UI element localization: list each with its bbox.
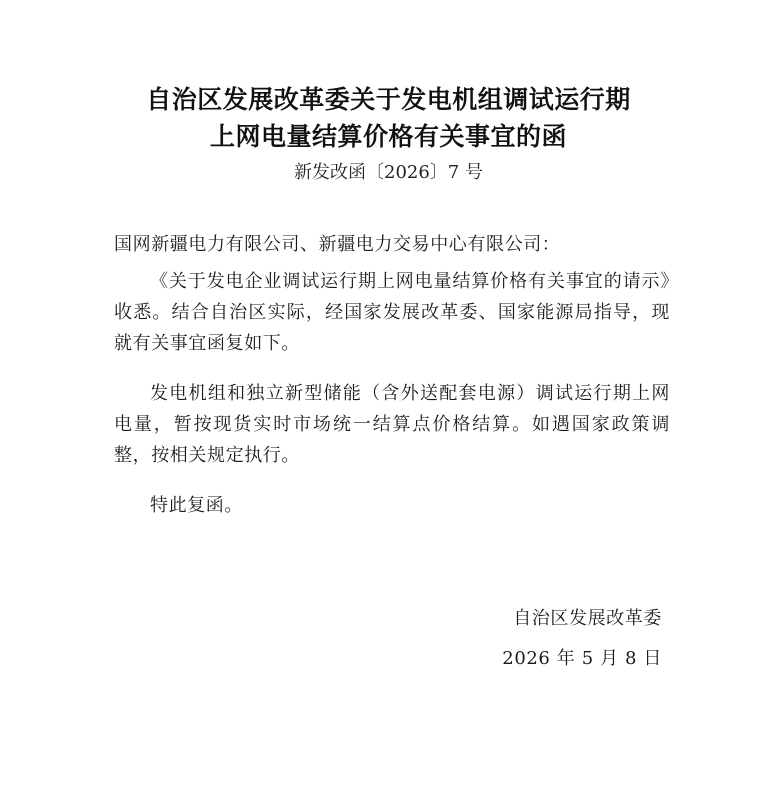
salutation: 国网新疆电力有限公司、新疆电力交易中心有限公司： xyxy=(114,234,561,255)
signature-date: 2026 年 5 月 8 日 xyxy=(502,648,662,669)
paragraph-1: 《关于发电企业调试运行期上网电量结算价格有关事宜的请示》收悉。结合自治区实际，经国家发展改革委、国家能源局指导，现就有关事宜函复如下。 xyxy=(114,271,670,354)
document-number: 新发改函〔2026〕7 号 xyxy=(294,162,483,183)
paragraph-closing: 特此复函。 xyxy=(150,495,243,516)
signature-organization: 自治区发展改革委 xyxy=(513,608,662,629)
document-title-line-2: 上网电量结算价格有关事宜的函 xyxy=(209,122,567,151)
paragraph-2: 发电机组和独立新型储能（含外送配套电源）调试运行期上网电量，暂按现货实时市场统一结算点价格结算。如遇国家政策调整，按相关规定执行。 xyxy=(114,383,670,466)
document-title-line-1: 自治区发展改革委关于发电机组调试运行期 xyxy=(146,85,631,114)
